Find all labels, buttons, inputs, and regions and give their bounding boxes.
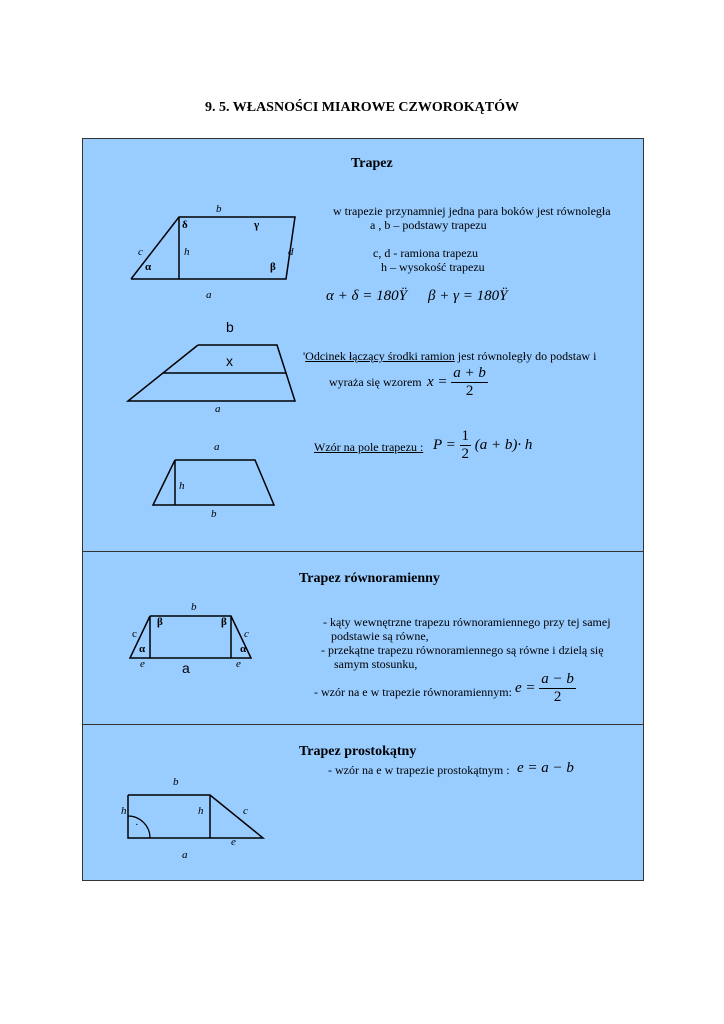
label-a-3: a bbox=[214, 441, 220, 453]
label-c: c bbox=[243, 805, 248, 817]
angle-equation-1: α + δ = 180Ÿ bbox=[326, 288, 407, 304]
label-delta: δ bbox=[182, 219, 188, 231]
property-line-4: samym stosunku, bbox=[334, 657, 418, 671]
midsegment-formula: x = $\frac{a + b}{2}$ bbox=[427, 365, 486, 399]
bases-line: a , b – podstawy trapezu bbox=[370, 218, 487, 232]
label-h-right: h bbox=[198, 805, 204, 817]
section-trapez bbox=[82, 138, 644, 553]
right-trapezoid-figure bbox=[83, 725, 643, 880]
height-line: h – wysokość trapezu bbox=[381, 260, 485, 274]
label-a: a bbox=[182, 660, 190, 676]
label-alpha: α bbox=[145, 261, 152, 273]
label-beta-right: β bbox=[221, 616, 227, 628]
label-b-2: b bbox=[226, 319, 234, 335]
label-a-2: a bbox=[215, 403, 221, 415]
section-right-trapezoid bbox=[82, 724, 644, 881]
section-heading: Trapez bbox=[351, 156, 393, 171]
label-a: a bbox=[206, 289, 212, 301]
label-gamma: γ bbox=[254, 219, 260, 231]
label-b: b bbox=[173, 776, 179, 788]
label-x: x bbox=[226, 353, 233, 369]
property-line-2: podstawie są równe, bbox=[331, 629, 429, 643]
section-isosceles bbox=[82, 551, 644, 726]
label-e-right: e bbox=[236, 658, 241, 670]
area-figure bbox=[83, 139, 643, 552]
section-heading: Trapez prostokątny bbox=[299, 744, 417, 759]
property-line-1: - kąty wewnętrzne trapezu równoramiennego przy tej samej bbox=[323, 615, 611, 629]
e-formula-label: - wzór na e w trapezie równoramiennym: bbox=[314, 685, 512, 699]
label-c: c bbox=[138, 246, 143, 258]
label-b-3: b bbox=[211, 508, 217, 520]
label-beta-left: β bbox=[157, 616, 163, 628]
legs-line: c, d - ramiona trapezu bbox=[373, 246, 478, 260]
label-e-left: e bbox=[140, 658, 145, 670]
definition-line: w trapezie przynamniej jedna para boków jest równoległa bbox=[333, 204, 611, 218]
label-e: e bbox=[231, 836, 236, 848]
label-h-3: h bbox=[179, 480, 185, 492]
property-line-3: - przekątne trapezu równoramiennego są równe i dzielą się bbox=[321, 643, 604, 657]
area-label: Wzór na pole trapezu : bbox=[314, 440, 424, 454]
label-d: d bbox=[288, 246, 294, 258]
label-c-right: c bbox=[244, 628, 249, 640]
e-formula: e = $\frac{a - b}{2}$ bbox=[515, 671, 574, 705]
label-b: b bbox=[191, 601, 197, 613]
label-alpha-left: α bbox=[139, 643, 146, 655]
label-c-left: c bbox=[132, 628, 137, 640]
label-a: a bbox=[182, 849, 188, 861]
e-formula: e = a − b bbox=[517, 760, 574, 776]
e-formula-label: - wzór na e w trapezie prostokątnym : bbox=[328, 763, 510, 777]
page-title: 9. 5. WŁASNOŚCI MIAROWE CZWOROKĄTÓW bbox=[204, 100, 519, 115]
midsegment-line-2: wyraża się wzorem bbox=[329, 375, 422, 389]
right-angle-dot: · bbox=[135, 819, 139, 831]
label-alpha-right: α bbox=[240, 643, 247, 655]
angle-equation-2: β + γ = 180Ÿ bbox=[428, 288, 508, 304]
label-b: b bbox=[216, 203, 222, 215]
midsegment-description: 'Odcinek łączący środki ramion jest równoległy do podstaw i bbox=[303, 349, 597, 363]
label-beta: β bbox=[270, 261, 276, 273]
label-h-left: h bbox=[121, 805, 127, 817]
section-heading: Trapez równoramienny bbox=[299, 571, 440, 586]
label-h: h bbox=[184, 246, 190, 258]
area-formula: P = $\frac{1}{2}$ (a + b)· h bbox=[433, 428, 533, 462]
